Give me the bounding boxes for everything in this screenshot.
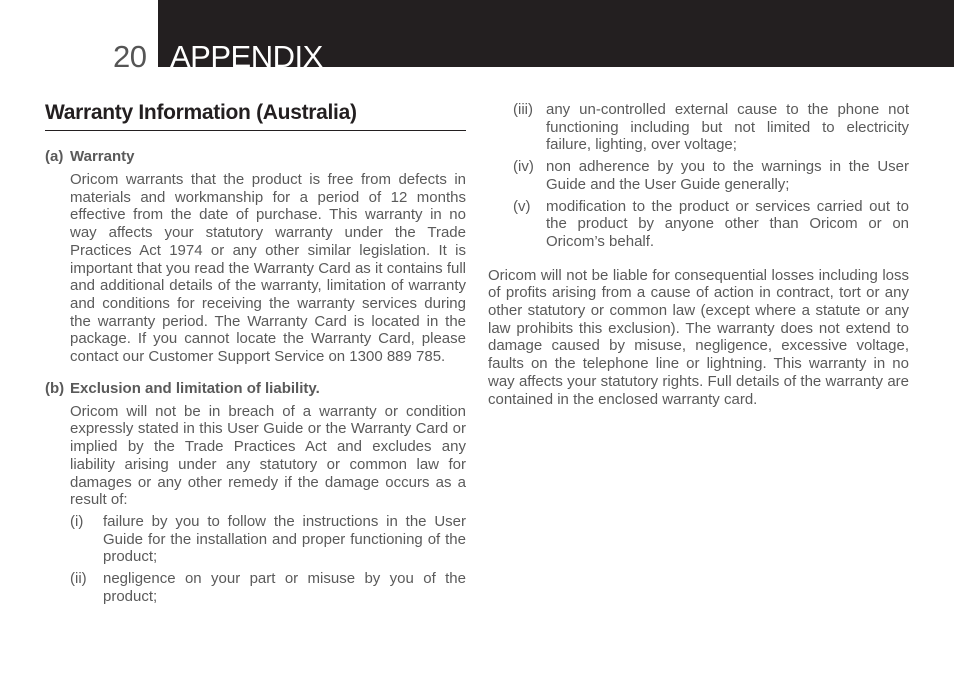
warranty-paragraph: Oricom warrants that the product is free from defects in materials and workmanship for a period of 12 months effective from the date of purchase. This warranty in no way affects your statutory warranty under the Trade Practices Act 1974 or any other similar legislation. It is important that you read the Warranty Card as it contains full and additional details of the warranty, limitation of warranty and conditions for receiving the warranty services during the warranty period. The Warranty Card is located in the package. If you cannot locate the Warranty Card, please contact our Customer Support Service on 1300 889 785.	[70, 171, 466, 366]
list-item-number: (iii)	[513, 101, 533, 118]
list-item	[513, 158, 909, 193]
warranty-subheading	[45, 148, 466, 166]
liability-paragraph: Oricom will not be liable for consequential losses including loss of profits arising from a cause of action in contract, tort or any other statutory or common law (except where a statute or any law prohibits this exclusion). The warranty does not extend to damage caused by misuse, negligence, excessive voltage, faults on the telephone line or lightning. This warranty in no way affects your statutory rights. Full details of the warranty are contained in the enclosed warranty card.	[488, 266, 909, 408]
exclusion-list-right	[513, 101, 909, 251]
exclusion-list-left	[70, 513, 466, 606]
list-item-text: non adherence by you to the warnings in the User Guide and the User Guide generally;	[546, 158, 909, 193]
exclusion-intro-paragraph: Oricom will not be in breach of a warranty or condition expressly stated in this User Guide or the Warranty Card or implied by the Trade Practices Act and excludes any liability arising under any statutory or common law for damages or any other remedy if the damage occurs as a result of:	[70, 402, 466, 509]
list-item-number: (i)	[70, 512, 84, 530]
list-item	[513, 198, 909, 251]
list-item-number: (ii)	[70, 570, 87, 588]
list-item	[513, 101, 909, 154]
list-item-text: failure by you to follow the instructions in the User Guide for the installation and proper functioning of the product;	[103, 512, 466, 566]
exclusion-subheading	[45, 380, 466, 398]
right-column	[488, 101, 909, 408]
exclusion-heading: Exclusion and limitation of liability.	[70, 379, 320, 397]
exclusion-marker: (b)	[45, 379, 65, 397]
list-item-text: any un-controlled external cause to the phone not functioning including but not limited to electricity failure, lighting, over voltage;	[546, 101, 909, 154]
list-item-number: (iv)	[513, 158, 534, 176]
list-item	[70, 570, 466, 605]
warranty-heading: Warranty	[70, 148, 135, 165]
section-heading: Warranty Information (Australia)	[45, 98, 466, 131]
page-number: 20	[113, 39, 147, 74]
page-title: APPENDIX	[170, 39, 323, 67]
warranty-marker: (a)	[45, 148, 64, 165]
left-column	[45, 98, 466, 605]
list-item-text: negligence on your part or misuse by you of the product;	[103, 570, 466, 605]
list-item-text: modification to the product or services carried out to the product by anyone other than Oricom or on Oricom’s behalf.	[546, 197, 909, 250]
list-item-number: (v)	[513, 197, 531, 215]
list-item	[70, 513, 466, 566]
